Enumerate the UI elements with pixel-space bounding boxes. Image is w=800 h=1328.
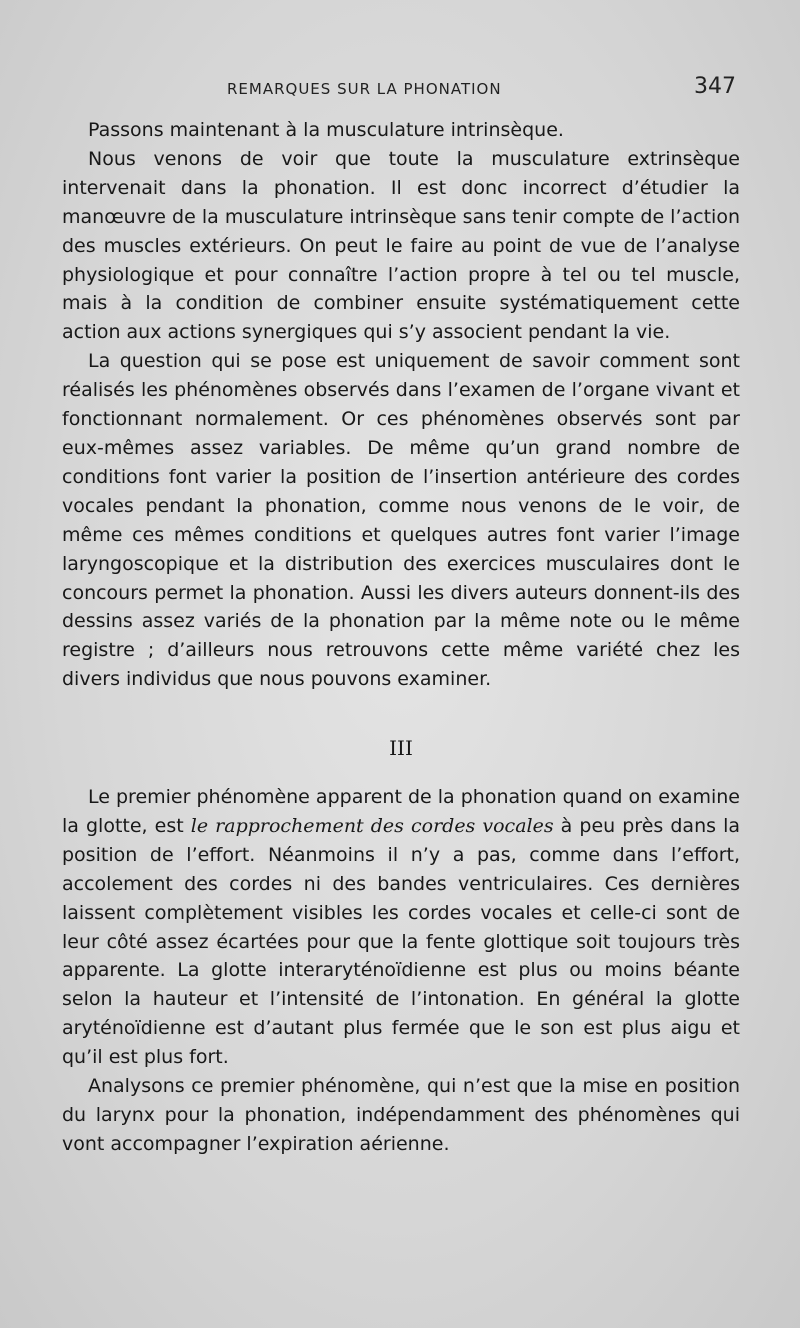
paragraph: Passons maintenant à la musculature intrinsèque. — [88, 119, 564, 141]
running-title: REMARQUES SUR LA PHONATION — [227, 80, 502, 98]
book-page — [62, 0, 742, 1328]
page-number: 347 — [694, 74, 736, 99]
paragraph-text: Le premier phénomène apparent de la phonation quand on examine la glotte, est — [62, 786, 740, 837]
paragraph — [62, 783, 740, 1072]
paragraph-text: à peu près dans la position de l’effort. Néanmoins il n’y a pas, comme dans l’effort, accolement des cordes ni des bandes ventriculaires. Ces dernières laissent complètement visibles les cordes vocales et celle-ci sont de leur côté assez écartées pour que la fente glottique soit toujours très apparente. La glotte interaryténoïdienne est plus ou moins béante selon la hauteur et l’intensité de l’intonation. En général la glotte aryténoïdienne est d’autant plus fermée que le son est plus aigu et qu’il est plus fort. — [62, 814, 740, 1069]
running-head — [62, 72, 742, 106]
page-body — [62, 116, 740, 1159]
paragraph: Analysons ce premier phénomène, qui n’est que la mise en position du larynx pour la phonation, indépendamment des phénomènes qui vont accompagner l’expiration aérienne. — [62, 1075, 740, 1155]
section-number: III — [389, 736, 413, 761]
paragraph: Nous venons de voir que toute la musculature extrinsèque intervenait dans la phonation. Il est donc incorrect d’étudier la manœuvre de la musculature intrinsèque sans tenir compte de l’action des muscles extérieurs. On peut le faire au point de vue de l’analyse physiologique et pour connaître l’action propre à tel ou tel muscle, mais à la condition de combiner ensuite systématiquement cette action aux actions synergiques qui s’y associent pendant la vie. — [62, 147, 740, 344]
paragraph: La question qui se pose est uniquement de savoir comment sont réalisés les phénomènes observés dans l’examen de l’organe vivant et fonctionnant normalement. Or ces phénomènes observés sont par eux-mêmes assez variables. De même qu’un grand nombre de conditions font varier la position de l’insertion antérieure des cordes vocales pendant la phonation, comme nous venons de le voir, de même ces mêmes conditions et quelques autres font varier l’image laryngoscopique et la distribution des exercices musculaires dont le concours permet la phonation. Aussi les divers auteurs donnent-ils des dessins assez variés de la phonation par la même note ou le même registre ; d’ailleurs nous retrouvons cette même variété chez les divers individus que nous pouvons examiner. — [62, 350, 740, 691]
italic-phrase: le rapprochement des cordes vocales — [190, 814, 554, 837]
